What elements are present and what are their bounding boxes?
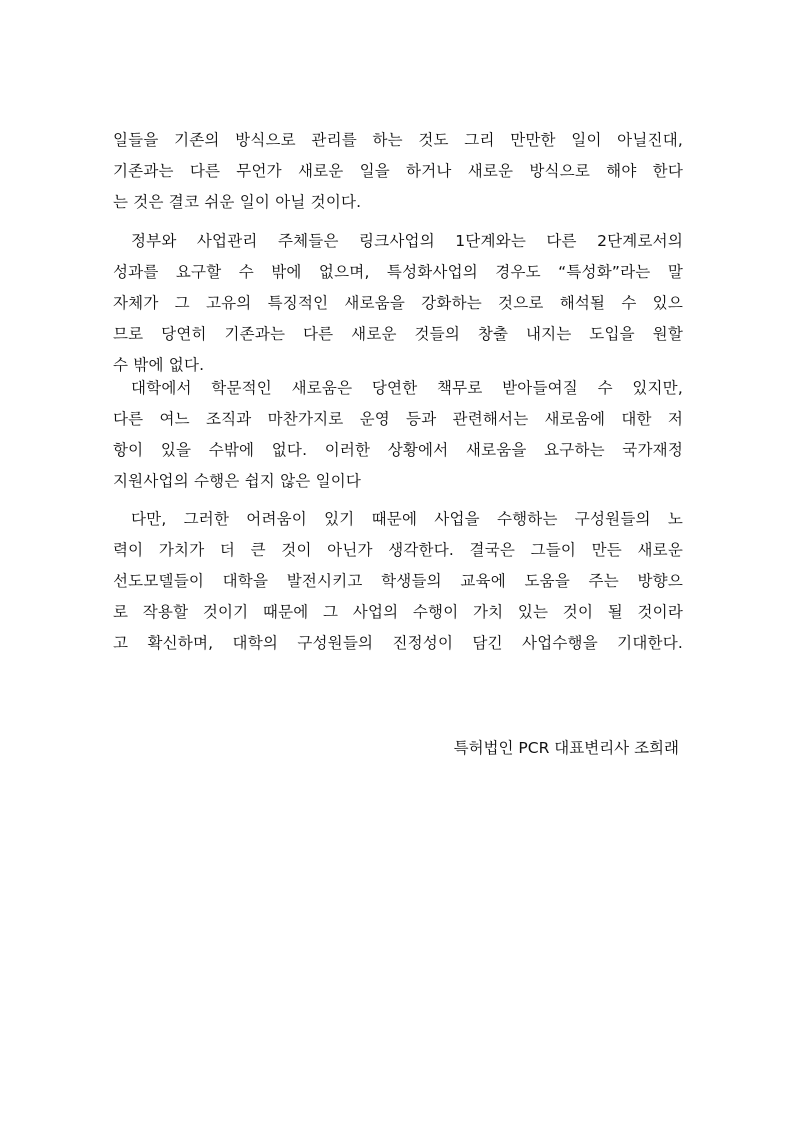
signature-line: 특허법인 PCR 대표변리사 조희래 <box>453 739 679 757</box>
paragraph-2-line-5: 수 밖에 없다. <box>113 356 205 374</box>
paragraph-4-line-3: 선도모델들이 대학을 발전시키고 학생들의 교육에 도움을 주는 방향으 <box>113 572 683 590</box>
paragraph-4-line-2: 력이 가치가 더 큰 것이 아닌가 생각한다. 결국은 그들이 만든 새로운 <box>113 541 683 559</box>
paragraph-1-line-2: 기존과는 다른 무언가 새로운 일을 하거나 새로운 방식으로 해야 한다 <box>113 162 683 180</box>
paragraph-3-line-4: 지원사업의 수행은 쉽지 않은 일이다 <box>113 472 362 490</box>
paragraph-1-line-3: 는 것은 결코 쉬운 일이 아닐 것이다. <box>113 193 362 211</box>
paragraph-4-line-1: 다만, 그러한 어려움이 있기 때문에 사업을 수행하는 구성원들의 노 <box>131 510 683 528</box>
paragraph-1-line-1: 일들을 기존의 방식으로 관리를 하는 것도 그리 만만한 일이 아닐진대, <box>113 131 683 149</box>
paragraph-4-line-4: 로 작용할 것이기 때문에 그 사업의 수행이 가치 있는 것이 될 것이라 <box>113 603 683 621</box>
paragraph-3-line-1: 대학에서 학문적인 새로움은 당연한 책무로 받아들여질 수 있지만, <box>131 379 683 397</box>
paragraph-3-line-2: 다른 여느 조직과 마찬가지로 운영 등과 관련해서는 새로움에 대한 저 <box>113 410 683 428</box>
paragraph-3-line-3: 항이 있을 수밖에 없다. 이러한 상황에서 새로움을 요구하는 국가재정 <box>113 441 683 459</box>
paragraph-4-line-5: 고 확신하며, 대학의 구성원들의 진정성이 담긴 사업수행을 기대한다. <box>113 634 683 652</box>
paragraph-2-line-3: 자체가 그 고유의 특징적인 새로움을 강화하는 것으로 해석될 수 있으 <box>113 294 683 312</box>
paragraph-2-line-1: 정부와 사업관리 주체들은 링크사업의 1단계와는 다른 2단계로서의 <box>131 232 683 250</box>
paragraph-2-line-2: 성과를 요구할 수 밖에 없으며, 특성화사업의 경우도 “특성화”라는 말 <box>113 263 683 281</box>
paragraph-2-line-4: 므로 당연히 기존과는 다른 새로운 것들의 창출 내지는 도입을 원할 <box>113 325 683 343</box>
